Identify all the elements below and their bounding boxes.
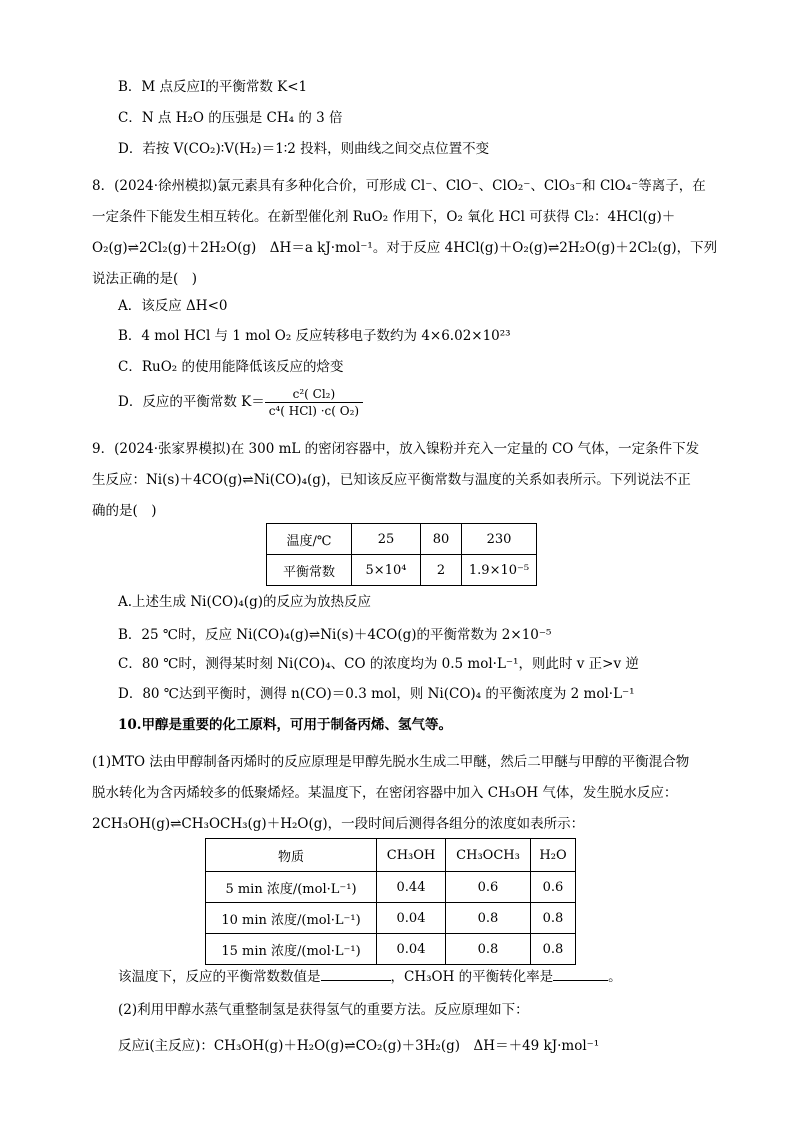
fill-text-1: 该温度下，反应的平衡常数数值是 bbox=[118, 969, 321, 985]
q9-stem-line2: 生反应：Ni(s)＋4CO(g)⇌Ni(CO)₄(g)，已知该反应平衡常数与温度的关系如表所示。下列说法不正 bbox=[92, 472, 691, 488]
table-row bbox=[206, 903, 576, 934]
q8-option-d-prefix: D．反应的平衡常数 K＝ bbox=[118, 394, 265, 410]
table-cell: H₂O bbox=[531, 839, 576, 872]
q10-part1-line1: (1)MTO 法由甲醇制备丙烯时的反应原理是甲醇先脱水生成二甲醚，然后二甲醚与甲醇的平衡混合物 bbox=[92, 754, 690, 770]
q9-stem-line1: 9．(2024·张家界模拟)在 300 mL 的密闭容器中，放入镍粉并充入一定量的 CO 气体，一定条件下发 bbox=[92, 441, 700, 457]
table-row bbox=[267, 524, 537, 555]
table-cell: 平衡常数 bbox=[267, 555, 352, 586]
q10-part1-line3: 2CH₃OH(g)⇌CH₃OCH₃(g)＋H₂O(g)，一段时间后测得各组分的浓度如表所示： bbox=[92, 816, 585, 832]
table-cell: 0.44 bbox=[377, 872, 446, 903]
table-cell: 0.8 bbox=[446, 903, 531, 934]
q7-option-b: B．M 点反应Ⅰ的平衡常数 K<1 bbox=[118, 79, 308, 95]
q9-stem-line3: 确的是( ) bbox=[92, 503, 157, 519]
table-cell: 0.04 bbox=[377, 934, 446, 965]
q10-fill-in-line bbox=[118, 967, 622, 987]
table-row bbox=[206, 839, 576, 872]
table-cell: 0.6 bbox=[446, 872, 531, 903]
q10-part2: (2)利用甲醇水蒸气重整制氢是获得氢气的重要方法。反应原理如下： bbox=[118, 1002, 529, 1018]
fraction-denominator: c⁴( HCl) ·c( O₂) bbox=[268, 404, 360, 418]
q8-option-a: A．该反应 ΔH<0 bbox=[118, 298, 228, 314]
q10-reaction-i: 反应ⅰ(主反应)：CH₃OH(g)＋H₂O(g)⇌CO₂(g)＋3H₂(g) ΔH＝＋49 kJ·mol⁻¹ bbox=[118, 1038, 600, 1054]
q9-option-a: A.上述生成 Ni(CO)₄(g)的反应为放热反应 bbox=[118, 594, 371, 610]
q8-stem-line4: 说法正确的是( ) bbox=[92, 271, 198, 287]
table-cell: 10 min 浓度/(mol·L⁻¹) bbox=[206, 903, 377, 934]
q8-stem-line1: 8．(2024·徐州模拟)氯元素具有多种化合价，可形成 Cl⁻、ClO⁻、ClO₂⁻、ClO₃⁻和 ClO₄⁻等离子，在 bbox=[92, 178, 706, 194]
q8-stem-line2: 一定条件下能发生相互转化。在新型催化剂 RuO₂ 作用下，O₂ 氧化 HCl 可获得 Cl₂：4HCl(g)＋ bbox=[92, 209, 676, 225]
table-cell: 25 bbox=[352, 524, 421, 555]
table-cell: 5 min 浓度/(mol·L⁻¹) bbox=[206, 872, 377, 903]
q9-constant-table bbox=[266, 523, 537, 586]
fill-text-2: ，CH₃OH 的平衡转化率是 bbox=[390, 969, 554, 985]
equilibrium-constant-fraction bbox=[265, 386, 363, 419]
answer-blank-conversion[interactable] bbox=[553, 968, 608, 981]
q9-option-d: D．80 ℃达到平衡时，测得 n(CO)＝0.3 mol，则 Ni(CO)₄ 的平衡浓度为 2 mol·L⁻¹ bbox=[118, 686, 635, 702]
q8-option-c: C．RuO₂ 的使用能降低该反应的焓变 bbox=[118, 359, 344, 375]
table-row bbox=[206, 934, 576, 965]
q10-concentration-table bbox=[205, 838, 576, 965]
table-cell: CH₃OCH₃ bbox=[446, 839, 531, 872]
table-cell: 2 bbox=[421, 555, 462, 586]
table-cell: 0.6 bbox=[531, 872, 576, 903]
table-cell: 80 bbox=[421, 524, 462, 555]
q7-option-d: D．若按 V(CO₂)∶V(H₂)＝1∶2 投料，则曲线之间交点位置不变 bbox=[118, 141, 490, 157]
table-cell: 温度/℃ bbox=[267, 524, 352, 555]
table-cell: 1.9×10⁻⁵ bbox=[462, 555, 537, 586]
q9-option-b: B．25 ℃时，反应 Ni(CO)₄(g)⇌Ni(s)＋4CO(g)的平衡常数为 2×10⁻⁵ bbox=[118, 627, 552, 643]
table-row bbox=[267, 555, 537, 586]
q8-option-b: B．4 mol HCl 与 1 mol O₂ 反应转移电子数约为 4×6.02×10²³ bbox=[118, 328, 511, 344]
table-cell: 0.04 bbox=[377, 903, 446, 934]
table-cell: CH₃OH bbox=[377, 839, 446, 872]
q8-option-d bbox=[118, 386, 363, 419]
table-cell: 物质 bbox=[206, 839, 377, 872]
answer-blank-constant[interactable] bbox=[321, 968, 391, 981]
table-cell: 5×10⁴ bbox=[352, 555, 421, 586]
table-cell: 0.8 bbox=[531, 903, 576, 934]
q10-part1-line2: 脱水转化为含丙烯较多的低聚烯烃。某温度下，在密闭容器中加入 CH₃OH 气体，发生脱水反应： bbox=[92, 785, 678, 801]
q7-option-c: C．N 点 H₂O 的压强是 CH₄ 的 3 倍 bbox=[118, 110, 343, 126]
fraction-numerator: c²( Cl₂) bbox=[265, 386, 363, 403]
table-cell: 230 bbox=[462, 524, 537, 555]
q8-stem-line3: O₂(g)⇌2Cl₂(g)＋2H₂O(g) ΔH＝a kJ·mol⁻¹。对于反应 4HCl(g)＋O₂(g)⇌2H₂O(g)＋2Cl₂(g)，下列 bbox=[92, 240, 718, 256]
q9-option-c: C．80 ℃时，测得某时刻 Ni(CO)₄、CO 的浓度均为 0.5 mol·L⁻¹，则此时 v 正>v 逆 bbox=[118, 656, 639, 672]
table-row bbox=[206, 872, 576, 903]
table-cell: 0.8 bbox=[531, 934, 576, 965]
table-cell: 15 min 浓度/(mol·L⁻¹) bbox=[206, 934, 377, 965]
fill-text-3: 。 bbox=[608, 969, 622, 985]
table-cell: 0.8 bbox=[446, 934, 531, 965]
q10-intro: 10.甲醇是重要的化工原料，可用于制备丙烯、氢气等。 bbox=[118, 717, 452, 733]
